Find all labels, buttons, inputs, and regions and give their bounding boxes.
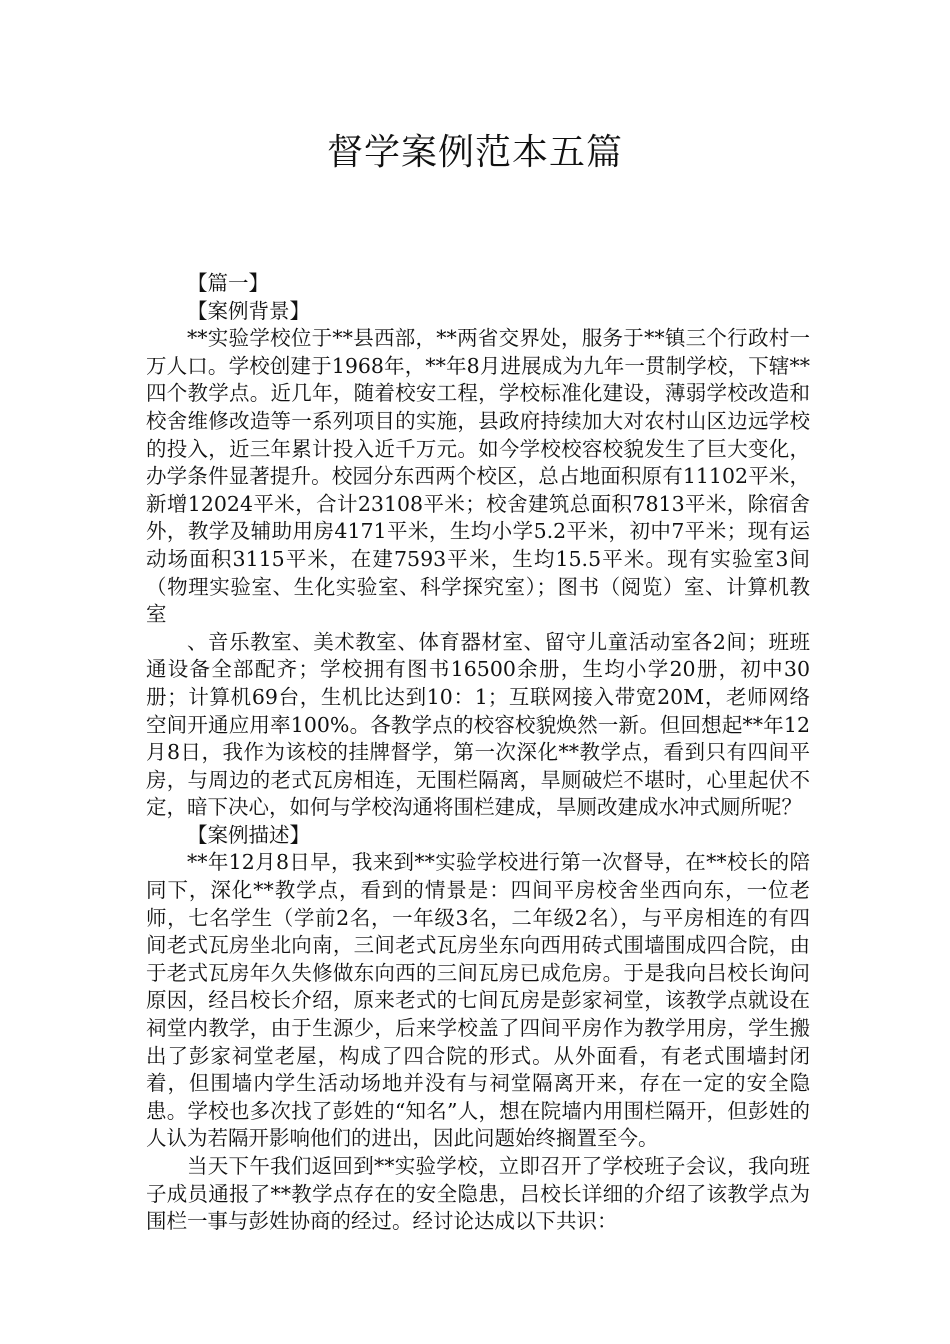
section-label-part-one: 【篇一】 [187,271,269,295]
document-body [146,270,810,1236]
background-paragraph-2: 、音乐教室、美术教室、体育器材室、留守儿童活动室各2间；班班通设备全部配齐；学校拥有图书16500余册，生均小学20册，初中30册；计算机69台，生机比达到10：1；互联网接入带宽20M，老师网络空间开通应用率100%。各教学点的校容校貌焕然一新。但回想起**年12月8日，我作为该校的挂牌督学，第一次深化**教学点，看到只有四间平房，与周边的老式瓦房相连，无围栏隔离，旱厕破烂不堪时，心里起伏不定，暗下决心，如何与学校沟通将围栏建成，旱厕改建成水冲式厕所呢？ [146,629,810,820]
background-paragraph-1: **实验学校位于**县西部，**两省交界处，服务于**镇三个行政村一万人口。学校创建于1968年，**年8月进展成为九年一贯制学校，下辖**四个教学点。近几年，随着校安工程，学校标准化建设，薄弱学校改造和校舍维修改造等一系列项目的实施，县政府持续加大对农村山区边远学校的投入，近三年累计投入近千万元。如今学校校容校貌发生了巨大变化，办学条件显著提升。校园分东西两个校区，总占地面积原有11102平米，新增12024平米，合计23108平米；校舍建筑总面积7813平米，除宿舍外，教学及辅助用房4171平米，生均小学5.2平米，初中7平米；现有运动场面积3115平米，在建7593平米，生均15.5平米。现有实验室3间（物理实验室、生化实验室、科学探究室）；图书（阅览）室、计算机教室 [146,326,810,627]
section-label-background: 【案例背景】 [187,298,310,323]
description-paragraph-1: **年12月8日早，我来到**实验学校进行第一次督导，在**校长的陪同下，深化**教学点，看到的情景是：四间平房校舍坐西向东，一位老师，七名学生（学前2名，一年级3名，二年级2名），与平房相连的有四间老式瓦房坐北向南，三间老式瓦房坐东向西用砖式围墙围成四合院，由于老式瓦房年久失修做东向西的三间瓦房已成危房。于是我向吕校长询问原因，经吕校长介绍，原来老式的七间瓦房是彭家祠堂，该教学点就设在祠堂内教学，由于生源少，后来学校盖了四间平房作为教学用房，学生搬出了彭家祠堂老屋，构成了四合院的形式。从外面看，有老式围墙封闭着，但围墙内学生活动场地并没有与祠堂隔离开来，存在一定的安全隐患。学校也多次找了彭姓的“知名”人，想在院墙内用围栏隔开，但彭姓的人认为若隔开影响他们的进出，因此问题始终搁置至今。 [146,850,810,1151]
document-title: 督学案例范本五篇 [326,132,623,173]
description-paragraph-2: 当天下午我们返回到**实验学校，立即召开了学校班子会议，我向班子成员通报了**教学点存在的安全隐患，吕校长详细的介绍了该教学点为围栏一事与彭姓协商的经过。经讨论达成以下共识： [146,1154,810,1234]
section-label-description: 【案例描述】 [187,822,310,847]
